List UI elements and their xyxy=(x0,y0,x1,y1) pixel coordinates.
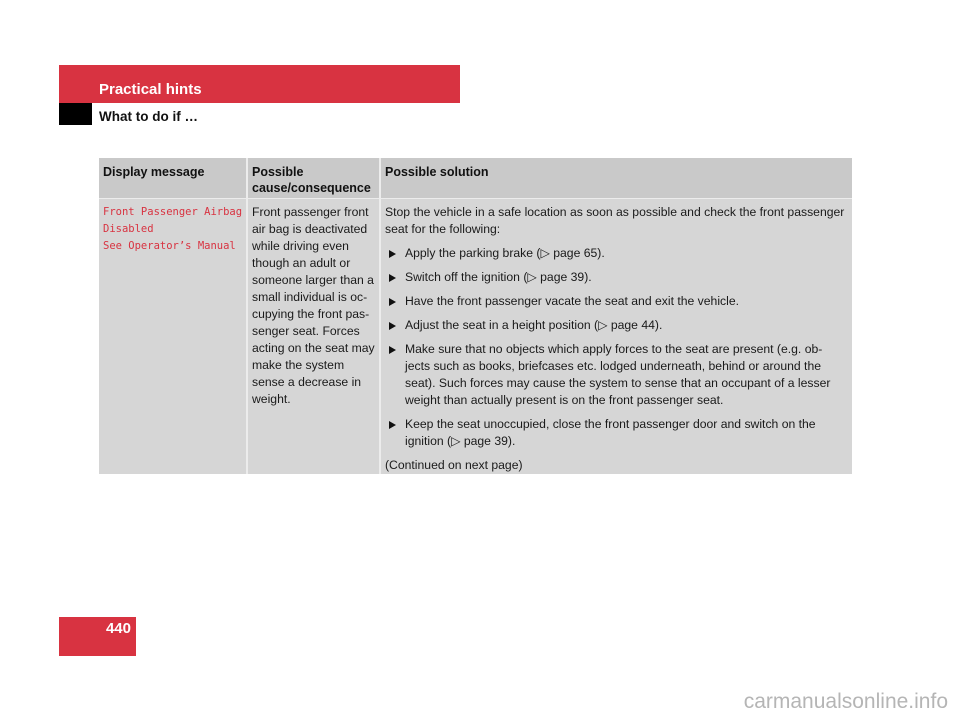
solution-cell xyxy=(385,204,847,481)
display-message-line: Front Passenger Airbag xyxy=(103,206,243,218)
display-message-line: Disabled xyxy=(103,223,154,235)
row-divider xyxy=(99,198,852,199)
troubleshooting-table xyxy=(99,158,852,474)
solution-step: Apply the parking brake (▷ page 65). xyxy=(385,245,847,262)
section-title: Practical hints xyxy=(99,81,202,98)
column-header-solution: Possible solution xyxy=(381,158,852,198)
watermark: carmanualsonline.info xyxy=(743,690,948,713)
bullet-arrow-icon xyxy=(389,298,396,306)
subsection-title: What to do if … xyxy=(99,109,198,124)
bullet-arrow-icon xyxy=(389,250,396,258)
display-message-line: See Operator’s Manual xyxy=(103,240,236,252)
column-header-cause: Possible cause/consequence xyxy=(248,158,379,198)
continued-note: (Continued on next page) xyxy=(385,458,523,472)
solution-step: Keep the seat unoccupied, close the front passenger door and switch on the ignition (▷ page 39). xyxy=(385,416,847,450)
cause-cell: Front passenger front air bag is deactivated while driving even though an adult or someone larger than a small individual is oc-cupying the front pas-senger seat. Forces acting on the seat may make the system sense a decrease in weight. xyxy=(252,205,375,406)
solution-step: Have the front passenger vacate the seat and exit the vehicle. xyxy=(385,293,847,310)
bullet-arrow-icon xyxy=(389,274,396,282)
solution-intro: Stop the vehicle in a safe location as soon as possible and check the front passenger seat for the following: xyxy=(385,205,845,236)
bullet-arrow-icon xyxy=(389,346,396,354)
solution-step: Switch off the ignition (▷ page 39). xyxy=(385,269,847,286)
solution-step: Make sure that no objects which apply forces to the seat are present (e.g. ob-jects such as books, briefcases etc. lodged underneath, behind or around the seat). Such forces may cause the system to sense that an occupant of a lesser weight than actually present is on the front passenger seat. xyxy=(385,341,847,409)
column-divider xyxy=(246,158,248,474)
column-divider xyxy=(379,158,381,474)
page-number: 440 xyxy=(105,620,131,637)
column-header-display-message: Display message xyxy=(99,158,246,198)
bullet-arrow-icon xyxy=(389,421,396,429)
display-message-cell xyxy=(103,204,246,255)
solution-step: Adjust the seat in a height position (▷ page 44). xyxy=(385,317,847,334)
section-marker xyxy=(59,103,92,125)
bullet-arrow-icon xyxy=(389,322,396,330)
